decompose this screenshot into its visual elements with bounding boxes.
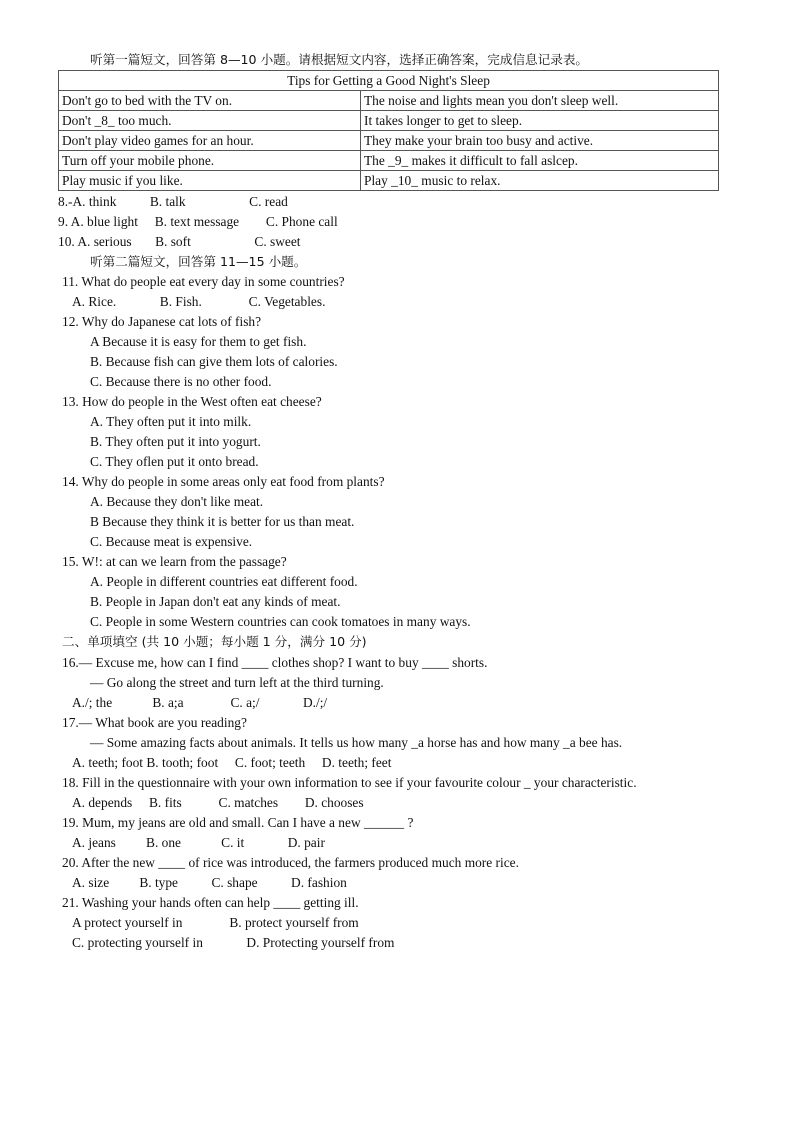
q17-stem: 17.— What book are you reading?: [62, 715, 247, 730]
section1-intro: 听第一篇短文，回答第 8—10 小题。请根据短文内容，选择正确答案，完成信息记录表。: [90, 52, 589, 67]
q17-reply: — Some amazing facts about animals. It tells us how many _a horse has and how many _a bee has.: [90, 735, 623, 750]
table-title-row: [59, 71, 719, 91]
q12-option-c: C. Because there is no other food.: [90, 374, 272, 389]
q14-stem: 14. Why do people in some areas only eat food from plants?: [62, 474, 385, 489]
q13-option-c: C. They oflen put it onto bread.: [90, 454, 259, 469]
table-title: Tips for Getting a Good Night's Sleep: [59, 71, 719, 91]
q8-options: 8.-A. think B. talk C. read: [58, 194, 288, 209]
table-cell: Play _10_ music to relax.: [361, 171, 719, 191]
table-row: [59, 151, 719, 171]
table-cell: They make your brain too busy and active.: [361, 131, 719, 151]
q13-option-a: A. They often put it into milk.: [90, 414, 252, 429]
table-cell: Turn off your mobile phone.: [59, 151, 361, 171]
q15-option-c: C. People in some Western countries can cook tomatoes in many ways.: [90, 614, 471, 629]
tips-table: [58, 70, 719, 191]
q18-options: A. depends B. fits C. matches D. chooses: [72, 795, 364, 810]
q15-option-a: A. People in different countries eat different food.: [90, 574, 358, 589]
table-row: [59, 91, 719, 111]
table-cell: Don't go to bed with the TV on.: [59, 91, 361, 111]
q12-option-a: A Because it is easy for them to get fish.: [90, 334, 307, 349]
q14-option-c: C. Because meat is expensive.: [90, 534, 253, 549]
section2-intro: 听第二篇短文，回答第 11—15 小题。: [90, 254, 307, 269]
q20-stem: 20. After the new ____ of rice was introduced, the farmers produced much more rice.: [62, 855, 519, 870]
q18-stem: 18. Fill in the questionnaire with your own information to see if your favourite colour _ your characteristic.: [62, 775, 637, 790]
q19-stem: 19. Mum, my jeans are old and small. Can I have a new ______ ?: [62, 815, 414, 830]
q14-option-b: B Because they think it is better for us than meat.: [90, 514, 355, 529]
table-cell: Don't _8_ too much.: [59, 111, 361, 131]
q15-option-b: B. People in Japan don't eat any kinds of meat.: [90, 594, 341, 609]
q12-option-b: B. Because fish can give them lots of calories.: [90, 354, 338, 369]
q20-options: A. size B. type C. shape D. fashion: [72, 875, 347, 890]
q21-options-ab: A protect yourself in B. protect yourself from: [72, 915, 359, 930]
table-cell: It takes longer to get to sleep.: [361, 111, 719, 131]
q16-reply: — Go along the street and turn left at the third turning.: [90, 675, 384, 690]
table-row: [59, 171, 719, 191]
q21-options-cd: C. protecting yourself in D. Protecting yourself from: [72, 935, 395, 950]
q14-option-a: A. Because they don't like meat.: [90, 494, 264, 509]
table-cell: Play music if you like.: [59, 171, 361, 191]
q19-options: A. jeans B. one C. it D. pair: [72, 835, 325, 850]
q13-stem: 13. How do people in the West often eat cheese?: [62, 394, 322, 409]
table-cell: The noise and lights mean you don't sleep well.: [361, 91, 719, 111]
table-row: [59, 111, 719, 131]
section3-heading: 二、单项填空 (共 10 小题；每小题 1 分，满分 10 分): [62, 634, 367, 649]
table-row: [59, 131, 719, 151]
q13-option-b: B. They often put it into yogurt.: [90, 434, 261, 449]
q16-stem: 16.— Excuse me, how can I find ____ clothes shop? I want to buy ____ shorts.: [62, 655, 488, 670]
q11-stem: 11. What do people eat every day in some countries?: [62, 274, 345, 289]
q21-stem: 21. Washing your hands often can help ____ getting ill.: [62, 895, 359, 910]
table-cell: Don't play video games for an hour.: [59, 131, 361, 151]
q17-options: A. teeth; foot B. tooth; foot C. foot; teeth D. teeth; feet: [72, 755, 392, 770]
q11-options: A. Rice. B. Fish. C. Vegetables.: [72, 294, 326, 309]
q15-stem: 15. W!: at can we learn from the passage?: [62, 554, 287, 569]
table-cell: The _9_ makes it difficult to fall aslcep.: [361, 151, 719, 171]
q16-options: A./; the B. a;a C. a;/ D./;/: [72, 695, 328, 710]
q10-options: 10. A. serious B. soft C. sweet: [58, 234, 301, 249]
q12-stem: 12. Why do Japanese cat lots of fish?: [62, 314, 262, 329]
q9-options: 9. A. blue light B. text message C. Phone call: [58, 214, 338, 229]
